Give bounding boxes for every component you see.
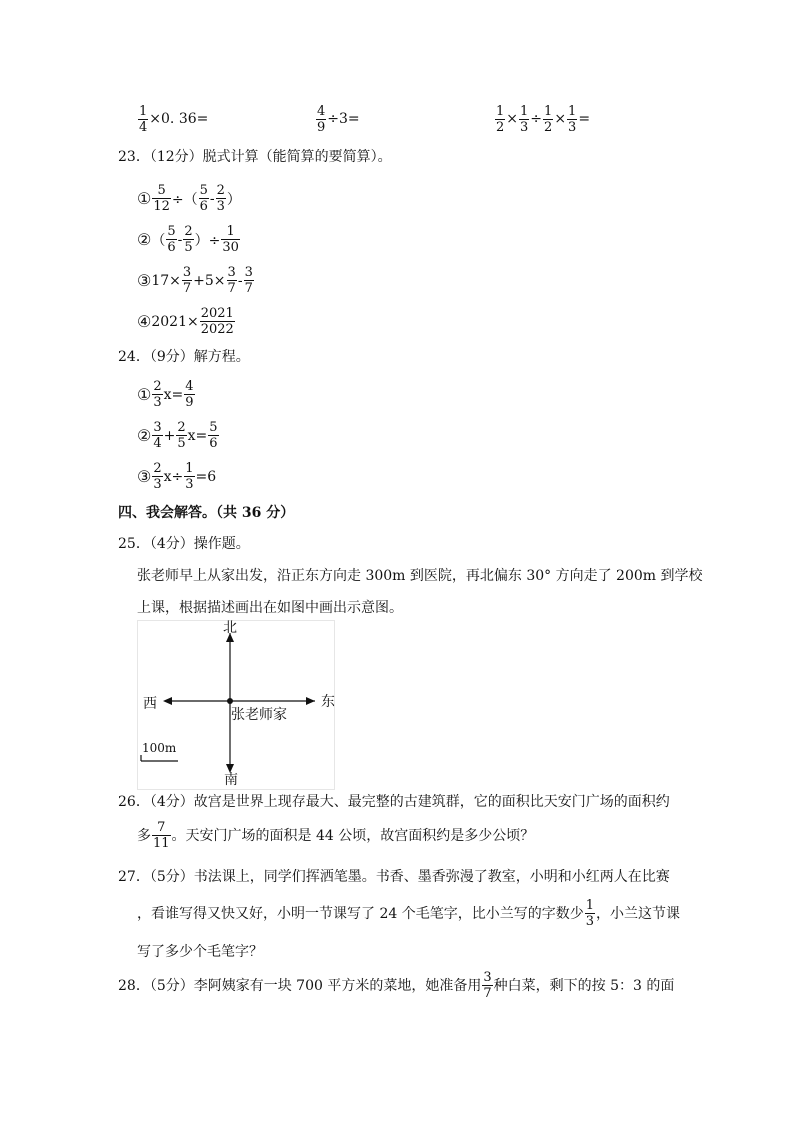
calc-1: $\frac{1}{4}$ ×0. 36= bbox=[139, 103, 209, 135]
operator: ）÷ bbox=[194, 232, 221, 249]
operator: +5× bbox=[193, 272, 226, 289]
operator: 2021× bbox=[151, 313, 199, 330]
fraction: $\frac{2}{5}$ bbox=[184, 224, 193, 255]
fraction: $\frac{2021}{2022}$ bbox=[200, 306, 234, 337]
operator: ÷ bbox=[530, 111, 543, 127]
fraction: $\frac{2}{3}$ bbox=[153, 379, 162, 410]
q23-item bbox=[137, 301, 255, 342]
operator: （ bbox=[151, 232, 166, 249]
south-label: 南 bbox=[224, 772, 238, 788]
operator: x÷ bbox=[163, 468, 184, 485]
q26-line1: 26．（4分）故宫是世界上现存最大、最完整的古建筑群，它的面积比天安门广场的面积约 bbox=[118, 794, 670, 810]
fraction: $\frac{5}{6}$ bbox=[167, 224, 176, 255]
fraction: $\frac{1}{2}$ bbox=[544, 103, 553, 135]
item-marker: ② bbox=[137, 426, 152, 445]
home-label: 张老师家 bbox=[231, 707, 287, 723]
q27-line1: 27．（5分）书法课上，同学们挥洒笔墨。书香、墨香弥漫了教室，小明和小红两人在比赛 bbox=[118, 869, 670, 885]
operator: x= bbox=[163, 386, 184, 403]
fraction: $\frac{4}{9}$ bbox=[185, 379, 194, 410]
item-marker: ② bbox=[137, 230, 152, 249]
item-marker: ③ bbox=[137, 467, 152, 486]
fraction: $\frac{5}{6}$ bbox=[209, 420, 218, 451]
fraction: $\frac{1}{3}$ bbox=[585, 897, 594, 929]
operator: - bbox=[209, 190, 215, 207]
item-marker: ③ bbox=[137, 271, 152, 290]
fraction: $\frac{4}{9}$ bbox=[317, 103, 326, 135]
item-marker: ① bbox=[137, 385, 152, 404]
scale-label: 100m bbox=[142, 741, 177, 755]
fraction: $\frac{3}{7}$ bbox=[483, 969, 492, 1001]
operator: + bbox=[163, 427, 176, 444]
q24-item bbox=[137, 456, 220, 497]
q23-title: 23．（12分）脱式计算（能简算的要简算）。 bbox=[118, 149, 392, 165]
q24-item bbox=[137, 415, 220, 456]
section-heading: 四、我会解答。（共 36 分） bbox=[118, 505, 295, 521]
item-marker: ④ bbox=[137, 312, 152, 331]
q25-text-line1: 张老师早上从家出发，沿正东方向走 300m 到医院，再北偏东 30° 方向走了 200m 到学校 bbox=[137, 568, 703, 584]
fraction: $\frac{2}{3}$ bbox=[153, 461, 162, 492]
q26-line2: 多 $\frac{7}{11}$ 。天安门广场的面积是 44 公顷，故宫面积约是多少公顷？ bbox=[137, 819, 535, 851]
operator: ÷（ bbox=[171, 191, 198, 208]
fraction: $\frac{1}{30}$ bbox=[222, 224, 239, 255]
operator: =6 bbox=[195, 468, 217, 485]
q23-item bbox=[137, 219, 255, 260]
q23-item bbox=[137, 178, 255, 219]
operator: - bbox=[177, 231, 183, 248]
fraction: $\frac{1}{3}$ bbox=[520, 103, 529, 135]
calc-3 bbox=[494, 102, 590, 136]
q23-items bbox=[137, 178, 255, 342]
fraction: $\frac{7}{11}$ bbox=[153, 819, 170, 851]
fraction: $\frac{2}{5}$ bbox=[177, 420, 186, 451]
item-marker: ① bbox=[137, 189, 152, 208]
east-arrow-icon bbox=[306, 697, 315, 705]
q25-text-line2: 上课，根据描述画出在如图中画出示意图。 bbox=[137, 600, 403, 616]
q27-line2: ，看谁写得又快又好，小明一节课写了 24 个毛笔字，比小兰写的字数少 $\frac{1}{3}$ ，小兰这节课 bbox=[137, 897, 680, 929]
q24-item bbox=[137, 374, 220, 415]
fraction: $\frac{1}{4}$ bbox=[139, 103, 148, 135]
q25-title: 25．（4分）操作题。 bbox=[118, 536, 250, 552]
operator: x= bbox=[187, 427, 208, 444]
fraction: $\frac{1}{3}$ bbox=[568, 103, 577, 135]
east-label: 东 bbox=[321, 694, 335, 710]
q24-title: 24．（9分）解方程。 bbox=[118, 349, 250, 365]
fraction: $\frac{5}{6}$ bbox=[199, 183, 208, 214]
operator: ） bbox=[226, 191, 241, 208]
fraction: $\frac{5}{12}$ bbox=[153, 183, 170, 214]
q27-line3: 写了多少个毛笔字？ bbox=[137, 944, 263, 960]
operator: × bbox=[506, 111, 519, 127]
fraction: $\frac{3}{7}$ bbox=[244, 265, 253, 296]
operator: 17× bbox=[151, 272, 181, 289]
operator: × bbox=[554, 111, 567, 127]
fraction: $\frac{1}{3}$ bbox=[185, 461, 194, 492]
fraction: $\frac{3}{7}$ bbox=[227, 265, 236, 296]
operator: = bbox=[578, 111, 591, 127]
fraction: $\frac{2}{3}$ bbox=[216, 183, 225, 214]
fraction: $\frac{3}{4}$ bbox=[153, 420, 162, 451]
fraction: $\frac{3}{7}$ bbox=[182, 265, 192, 296]
compass-diagram bbox=[137, 620, 335, 790]
west-label: 西 bbox=[143, 696, 157, 712]
fraction: $\frac{1}{2}$ bbox=[496, 103, 505, 135]
q23-item bbox=[137, 260, 255, 301]
q28-line1: 28．（5分）李阿姨家有一块 700 平方米的菜地，她准备用 $\frac{3}{7}$ 种白菜，剩下的按 5：3 的面 bbox=[118, 969, 675, 1001]
west-arrow-icon bbox=[163, 697, 172, 705]
operator: - bbox=[237, 272, 243, 289]
q24-items bbox=[137, 374, 220, 497]
north-label: 北 bbox=[223, 620, 237, 636]
calc-2: $\frac{4}{9}$ ÷3= bbox=[317, 103, 360, 135]
